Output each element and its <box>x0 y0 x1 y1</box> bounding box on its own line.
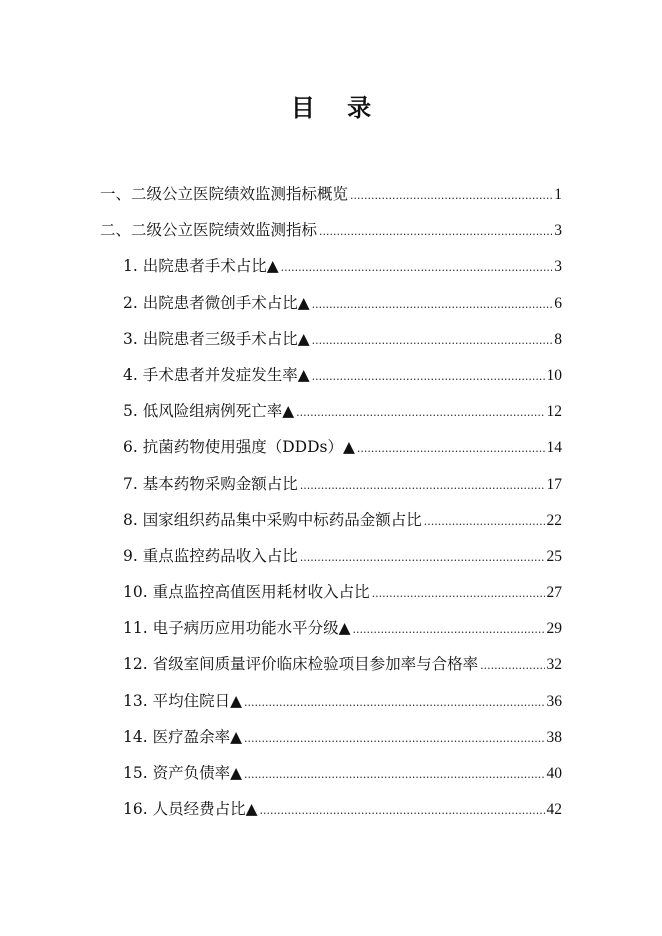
toc-entry[interactable] <box>100 797 562 833</box>
toc-entry[interactable] <box>100 327 562 363</box>
toc-dot-leader <box>244 728 545 746</box>
toc-entry-label: 4. 手术患者并发症发生率▲ <box>123 365 310 384</box>
toc-entry-page-number: 32 <box>546 656 562 674</box>
table-of-contents <box>100 182 562 833</box>
page-title: 目 录 <box>290 94 384 122</box>
toc-entry-page-number: 36 <box>546 692 562 710</box>
toc-entry-label: 12. 省级室间质量评价临床检验项目参加率与合格率 <box>123 655 479 674</box>
toc-entry-label: 2. 出院患者微创手术占比▲ <box>123 293 310 312</box>
toc-entry[interactable] <box>100 616 562 652</box>
toc-entry-page-number: 12 <box>546 403 562 421</box>
toc-dot-leader <box>350 185 552 203</box>
toc-entry[interactable] <box>100 435 562 471</box>
toc-dot-leader <box>281 257 553 275</box>
toc-entry-label: 10. 重点监控高值医用耗材收入占比 <box>123 583 370 602</box>
toc-entry[interactable] <box>100 363 562 399</box>
toc-entry-page-number: 22 <box>546 511 562 529</box>
toc-entry[interactable] <box>100 580 562 616</box>
toc-entry-label: 1. 出院患者手术占比▲ <box>123 257 279 276</box>
toc-entry[interactable] <box>100 725 562 761</box>
toc-entry-label: 6. 抗菌药物使用强度（DDDs）▲ <box>123 438 355 457</box>
toc-entry[interactable] <box>100 652 562 688</box>
toc-entry-label: 15. 资产负债率▲ <box>123 764 242 782</box>
toc-entry-label: 16. 人员经费占比▲ <box>123 800 258 819</box>
toc-entry-label: 5. 低风险组病例死亡率▲ <box>123 402 295 421</box>
toc-entry-label: 8. 国家组织药品集中采购中标药品金额占比 <box>123 510 422 529</box>
toc-dot-leader <box>244 764 545 782</box>
toc-entry[interactable] <box>100 761 562 797</box>
toc-dot-leader <box>300 547 545 565</box>
toc-entry-label: 13. 平均住院日▲ <box>123 691 242 710</box>
toc-dot-leader <box>300 475 545 493</box>
toc-entry-page-number: 3 <box>554 222 562 240</box>
toc-dot-leader <box>353 619 545 637</box>
toc-entry-label: 11. 电子病历应用功能水平分级▲ <box>123 619 351 638</box>
toc-entry[interactable] <box>100 544 562 580</box>
toc-entry[interactable] <box>100 472 562 508</box>
toc-dot-leader <box>372 583 545 601</box>
toc-entry-page-number: 42 <box>546 801 562 819</box>
toc-entry[interactable] <box>100 399 562 435</box>
toc-dot-leader <box>480 655 544 673</box>
toc-entry-page-number: 38 <box>546 728 562 746</box>
toc-dot-leader <box>244 692 545 710</box>
toc-dot-leader <box>312 366 545 384</box>
toc-dot-leader <box>296 402 544 420</box>
toc-entry-page-number: 29 <box>546 620 562 638</box>
toc-entry-page-number: 1 <box>554 186 562 203</box>
toc-dot-leader <box>424 511 545 529</box>
toc-entry-page-number: 25 <box>546 547 562 565</box>
toc-entry[interactable] <box>100 508 562 544</box>
toc-entry-label: 一、二级公立医院绩效监测指标概览 <box>100 185 349 203</box>
toc-dot-leader <box>260 800 545 818</box>
toc-entry-page-number: 17 <box>546 475 562 493</box>
toc-dot-leader <box>319 221 552 239</box>
toc-entry-label: 3. 出院患者三级手术占比▲ <box>123 329 310 348</box>
toc-entry[interactable] <box>100 218 562 254</box>
toc-dot-leader <box>312 294 553 312</box>
toc-entry-label: 7. 基本药物采购金额占比 <box>123 474 298 493</box>
toc-entry-page-number: 8 <box>554 330 562 348</box>
toc-dot-leader <box>357 438 545 456</box>
toc-entry-page-number: 10 <box>546 366 562 384</box>
toc-entry-label: 二、二级公立医院绩效监测指标 <box>100 221 318 240</box>
toc-entry-page-number: 3 <box>554 258 562 276</box>
toc-entry-label: 9. 重点监控药品收入占比 <box>123 546 298 565</box>
toc-entry-page-number: 6 <box>554 294 562 312</box>
toc-entry-page-number: 27 <box>546 584 562 602</box>
toc-entry-page-number: 40 <box>546 765 562 782</box>
toc-dot-leader <box>312 330 553 348</box>
toc-entry[interactable] <box>100 254 562 290</box>
toc-entry-label: 14. 医疗盈余率▲ <box>123 727 242 746</box>
toc-entry[interactable] <box>100 291 562 327</box>
toc-entry[interactable] <box>100 689 562 725</box>
toc-entry[interactable] <box>100 182 562 218</box>
toc-entry-page-number: 14 <box>546 439 562 457</box>
